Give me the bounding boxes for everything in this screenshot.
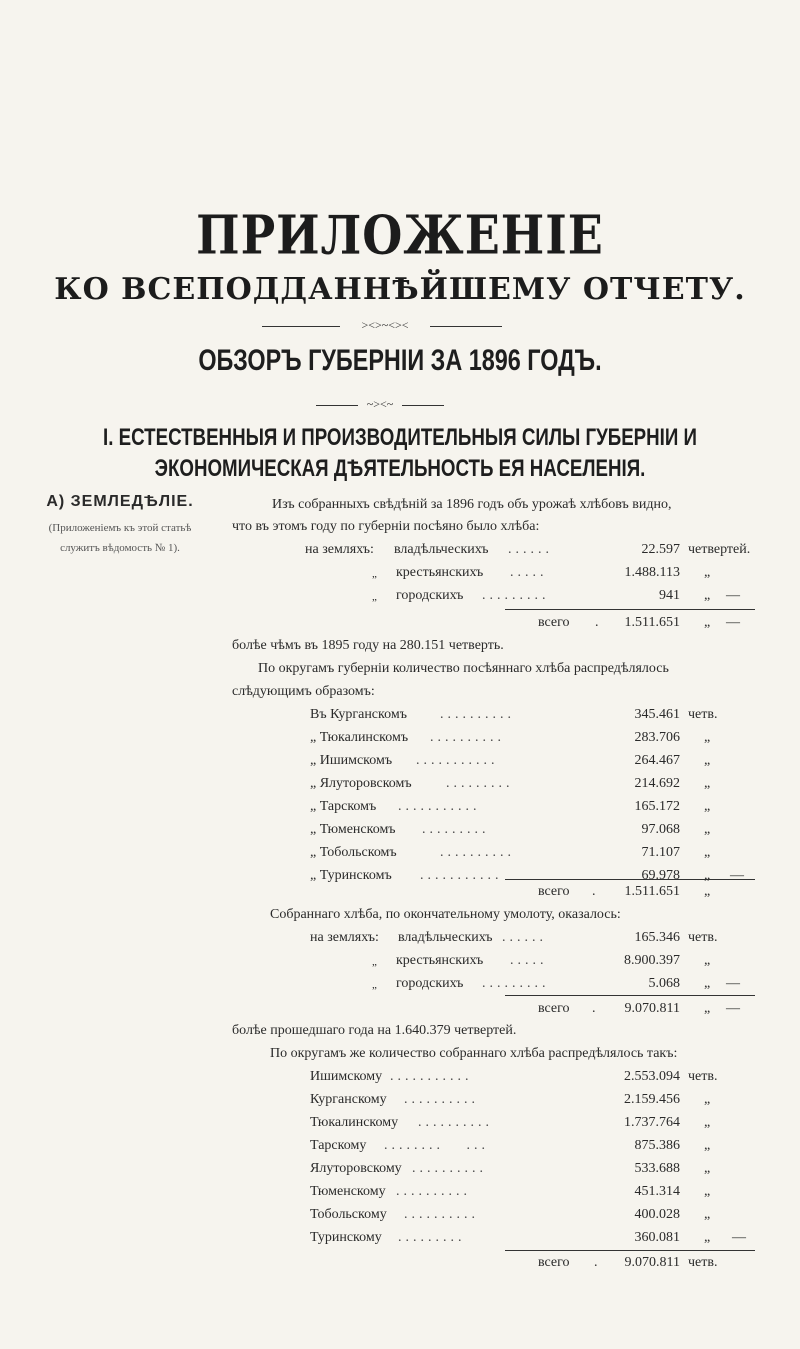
comparison-previous-year: болѣе прошедшаго года на 1.640.379 четвертей. — [232, 1023, 517, 1038]
side-note-line-2: служитъ вѣдомость № 1). — [60, 542, 180, 554]
section-title-line-2: ЭКОНОМИЧЕСКАЯ ДѢЯТЕЛЬНОСТЬ ЕЯ НАСЕЛЕНІЯ. — [154, 455, 646, 482]
dot-leader: .......... — [396, 1184, 471, 1199]
dot-leader: .......... — [430, 730, 505, 745]
district-label: „ Туринскомъ — [310, 868, 392, 883]
harvest-districts-intro: По округамъ же количество собраннаго хлѣба распредѣлялось такъ: — [270, 1046, 678, 1061]
harvest-total-value: 9.070.811 — [624, 1001, 680, 1016]
district-unit: четв. — [688, 707, 718, 722]
district-label: Въ Курганскомъ — [310, 707, 407, 722]
document-title: ПРИЛОЖЕНІЕ — [196, 203, 604, 267]
harvest-total-label: всего — [538, 1001, 570, 1016]
harvest-district-value: 533.688 — [634, 1161, 680, 1176]
dot-leader: ........... — [420, 868, 503, 883]
dot-leader: ......... — [422, 822, 490, 837]
harvest-district-unit: „ — [704, 1207, 711, 1222]
dot-leader: . — [595, 615, 599, 630]
district-value: 264.467 — [634, 753, 680, 768]
harvest-district-label: Тобольскому — [310, 1207, 387, 1222]
sum-rule — [505, 879, 755, 880]
dash: — — [730, 868, 744, 883]
dot-leader: ........ ... — [384, 1138, 489, 1153]
harvest-district-value: 451.314 — [634, 1184, 680, 1199]
harvest-intro: Собраннаго хлѣба, по окончательному умолоту, оказалось: — [270, 907, 621, 922]
harvest-district-unit: „ — [704, 1115, 711, 1130]
dot-leader: ........... — [390, 1069, 473, 1084]
sown-label: владѣльческихъ — [394, 542, 489, 557]
dot-leader: .......... — [418, 1115, 493, 1130]
district-unit: „ — [704, 799, 711, 814]
dash: — — [732, 1230, 746, 1245]
harvest-value: 8.900.397 — [624, 953, 680, 968]
district-label: „ Тарскомъ — [310, 799, 377, 814]
harvest-label: владѣльческихъ — [398, 930, 493, 945]
dot-leader: ........... — [398, 799, 481, 814]
ornament-2: ~><~ — [358, 397, 402, 412]
dot-leader: ......... — [482, 976, 550, 991]
survey-title: ОБЗОРЪ ГУБЕРНІИ ЗА 1896 ГОДЪ. — [198, 344, 602, 377]
harvest-district-label: Ялуторовскому — [310, 1161, 402, 1176]
harvest-value: 165.346 — [634, 930, 680, 945]
intro-line-1: Изъ собранныхъ свѣдѣній за 1896 годъ объ урожаѣ хлѣбовъ видно, — [272, 497, 672, 512]
dot-leader: ..... — [510, 565, 548, 580]
sown-total-value: 1.511.651 — [624, 615, 680, 630]
harvest-district-value: 360.081 — [634, 1230, 680, 1245]
harvest-label: крестьянскихъ — [396, 953, 484, 968]
harvest-district-label: Тарскому — [310, 1138, 367, 1153]
ditto-mark: „ — [372, 979, 377, 991]
sown-unit: „ — [704, 588, 711, 603]
district-unit: „ — [704, 753, 711, 768]
dot-leader: .......... — [404, 1092, 479, 1107]
harvest-district-value: 2.553.094 — [624, 1069, 680, 1084]
district-unit: „ — [704, 822, 711, 837]
dot-leader: ........... — [416, 753, 499, 768]
section-title-line-1: I. ЕСТЕСТВЕННЫЯ И ПРОИЗВОДИТЕЛЬНЫЯ СИЛЫ ГУБЕРНІИ И — [103, 424, 697, 451]
sown-lead: на земляхъ: — [305, 542, 374, 557]
district-unit: „ — [704, 730, 711, 745]
harvest-unit: „ — [704, 976, 711, 991]
sown-value: 22.597 — [641, 542, 680, 557]
sum-rule — [505, 1250, 755, 1251]
sown-value: 1.488.113 — [624, 565, 680, 580]
district-label: „ Тюменскомъ — [310, 822, 396, 837]
dot-leader: .......... — [440, 707, 515, 722]
dot-leader: ......... — [398, 1230, 466, 1245]
harvest-district-value: 1.737.764 — [624, 1115, 680, 1130]
dot-leader: ...... — [502, 930, 547, 945]
harvest-district-value: 2.159.456 — [624, 1092, 680, 1107]
district-value: 345.461 — [634, 707, 680, 722]
district-total-label: всего — [538, 884, 570, 899]
dash: — — [726, 1001, 740, 1016]
district-value: 165.172 — [634, 799, 680, 814]
dash: — — [726, 615, 740, 630]
ditto-mark: „ — [372, 591, 377, 603]
district-unit: „ — [704, 845, 711, 860]
district-total-value: 1.511.651 — [624, 884, 680, 899]
sown-label: городскихъ — [396, 588, 464, 603]
harvest-value: 5.068 — [648, 976, 680, 991]
ditto-mark: „ — [372, 568, 377, 580]
harvest-district-value: 875.386 — [634, 1138, 680, 1153]
harvest-district-total-unit: четв. — [688, 1255, 718, 1270]
harvest-unit: четв. — [688, 930, 718, 945]
harvest-district-unit: „ — [704, 1230, 711, 1245]
dot-leader: . — [594, 1255, 598, 1270]
side-note-line-1: (Приложеніемъ къ этой статьѣ — [48, 522, 192, 534]
district-unit: „ — [704, 868, 711, 883]
sum-rule — [505, 609, 755, 610]
dash: — — [726, 588, 740, 603]
harvest-district-label: Тюменскому — [310, 1184, 386, 1199]
harvest-district-unit: „ — [704, 1161, 711, 1176]
dot-leader: .......... — [412, 1161, 487, 1176]
districts-intro-line-1: По округамъ губерніи количество посѣяннаго хлѣба распредѣлялось — [258, 661, 669, 676]
dot-leader: . — [592, 884, 596, 899]
district-total-unit: „ — [704, 884, 711, 899]
dot-leader: . — [592, 1001, 596, 1016]
harvest-district-total-label: всего — [538, 1255, 570, 1270]
sum-rule — [505, 995, 755, 996]
harvest-district-label: Ишимскому — [310, 1069, 383, 1084]
district-label: „ Ялуторовскомъ — [310, 776, 412, 791]
district-value: 71.107 — [641, 845, 680, 860]
district-value: 283.706 — [634, 730, 680, 745]
district-label: „ Ишимскомъ — [310, 753, 393, 768]
dot-leader: .......... — [440, 845, 515, 860]
district-value: 214.692 — [634, 776, 680, 791]
harvest-district-label: Курганскому — [310, 1092, 387, 1107]
district-label: „ Тюкалинскомъ — [310, 730, 409, 745]
ditto-mark: „ — [372, 956, 377, 968]
dot-leader: ......... — [446, 776, 514, 791]
harvest-district-label: Туринскому — [310, 1230, 382, 1245]
harvest-label: городскихъ — [396, 976, 464, 991]
district-label: „ Тобольскомъ — [310, 845, 397, 860]
district-value: 97.068 — [641, 822, 680, 837]
harvest-district-unit: „ — [704, 1092, 711, 1107]
document-subtitle: КО ВСЕПОДДАННѢЙШЕМУ ОТЧЕТУ. — [54, 272, 746, 307]
dot-leader: ......... — [482, 588, 550, 603]
sown-label: крестьянскихъ — [396, 565, 484, 580]
harvest-total-unit: „ — [704, 1001, 711, 1016]
harvest-unit: „ — [704, 953, 711, 968]
district-unit: „ — [704, 776, 711, 791]
dot-leader: .......... — [404, 1207, 479, 1222]
harvest-district-value: 400.028 — [634, 1207, 680, 1222]
ornament-1: ><>~<>< — [340, 318, 430, 333]
harvest-district-unit: четв. — [688, 1069, 718, 1084]
harvest-district-unit: „ — [704, 1184, 711, 1199]
side-heading-agriculture: А) ЗЕМЛЕДѢЛІЕ. — [46, 493, 194, 510]
sown-total-unit: „ — [704, 615, 711, 630]
sown-unit: четвертей. — [688, 542, 751, 557]
harvest-lead: на земляхъ: — [310, 930, 379, 945]
dot-leader: ...... — [508, 542, 553, 557]
districts-intro-line-2: слѣдующимъ образомъ: — [232, 684, 375, 699]
sown-unit: „ — [704, 565, 711, 580]
harvest-district-total-value: 9.070.811 — [624, 1255, 680, 1270]
dash: — — [726, 976, 740, 991]
intro-line-2: что въ этомъ году по губерніи посѣяно было хлѣба: — [232, 519, 540, 534]
harvest-district-unit: „ — [704, 1138, 711, 1153]
harvest-district-label: Тюкалинскому — [310, 1115, 399, 1130]
district-value: 69.978 — [641, 868, 680, 883]
sown-total-label: всего — [538, 615, 570, 630]
sown-value: 941 — [659, 588, 680, 603]
dot-leader: ..... — [510, 953, 548, 968]
comparison-1895: болѣе чѣмъ въ 1895 году на 280.151 четверть. — [232, 638, 504, 653]
